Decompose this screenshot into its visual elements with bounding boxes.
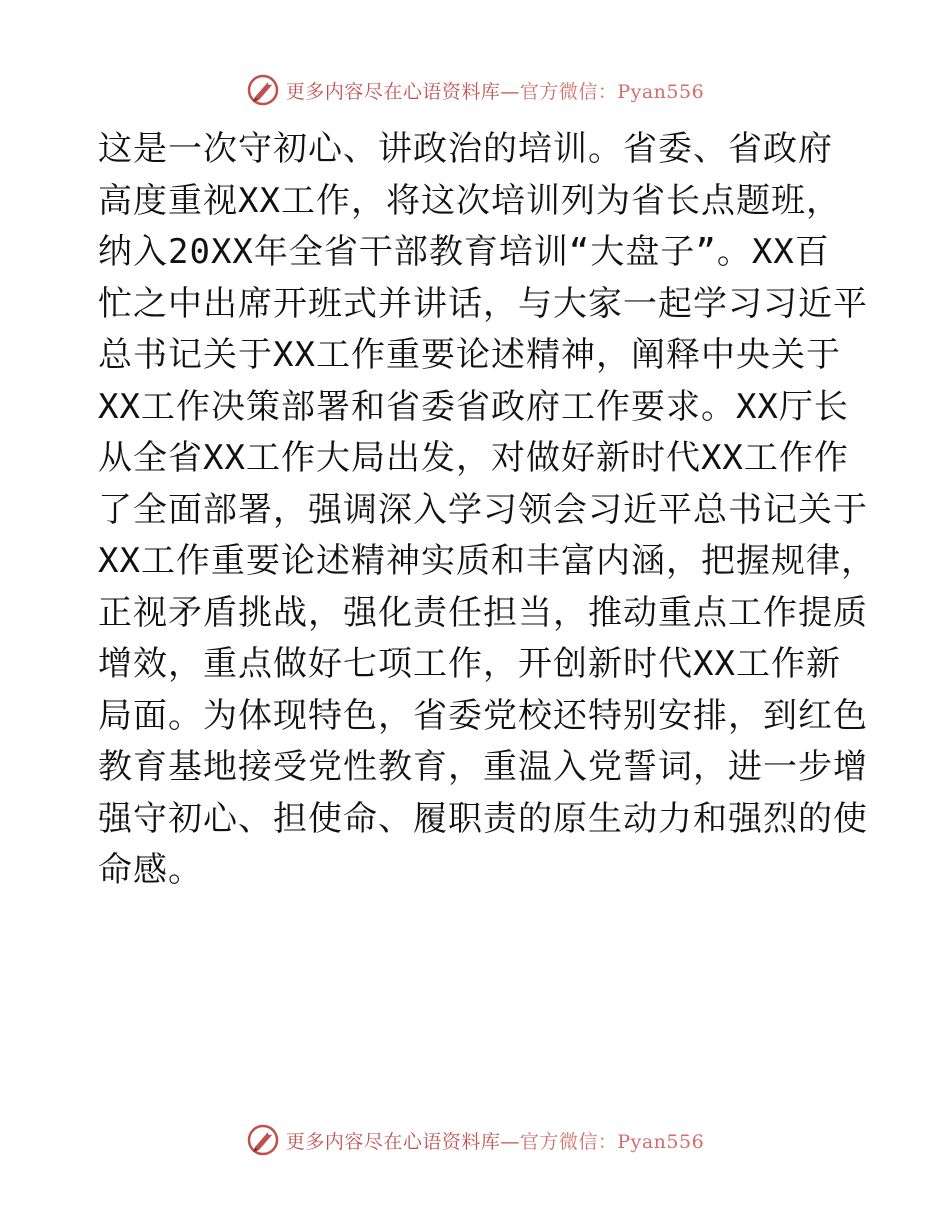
body-line: 忙之中出席开班式并讲话，与大家一起学习习近平 [98,283,868,324]
header-wechat: 官方微信：Pyan556 [519,80,705,103]
footer-banner [0,1122,950,1158]
body-line: 了全面部署，强调深入学习领会习近平总书记关于 [98,489,868,530]
body-line: 正视矛盾挑战，强化责任担当，推动重点工作提质 [98,592,868,633]
body-line: 局面。为体现特色，省委党校还特别安排，到红色 [98,695,868,736]
footer-site-name: 更多内容尽在心语资料库 [285,1130,501,1153]
footer-banner-text [286,1127,704,1154]
footer-wechat: 官方微信：Pyan556 [519,1130,705,1153]
body-line: 总书记关于XX工作重要论述精神，阐释中央关于 [98,335,841,375]
body-line: 强守初心、担使命、履职责的原生动力和强烈的使 [98,798,868,839]
body-line: 高度重视XX工作，将这次培训列为省长点题班， [98,180,841,221]
header-separator: — [500,80,520,103]
body-line: 从全省XX工作大局出发，对做好新时代XX工作作 [98,438,849,478]
footer-separator: — [500,1130,520,1153]
header-banner [0,72,950,108]
body-line: 纳入20XX年全省干部教育培训“大盘子”。XX百 [98,232,830,272]
header-banner-text [286,77,704,104]
pen-logo-icon [246,1123,280,1157]
body-line: 命感。 [98,850,203,890]
body-line: XX工作决策部署和省委省政府工作要求。XX厅长 [98,386,849,427]
body-line: 这是一次守初心、讲政治的培训。省委、省政府 [98,129,833,169]
body-line: 教育基地接受党性教育，重温入党誓词，进一步增 [98,747,868,787]
pen-logo-icon [246,73,280,107]
body-paragraph [98,124,876,897]
header-site-name: 更多内容尽在心语资料库 [285,80,501,103]
body-line: 增效，重点做好七项工作，开创新时代XX工作新 [98,644,841,684]
body-line: XX工作重要论述精神实质和丰富内涵，把握规律， [98,541,876,581]
